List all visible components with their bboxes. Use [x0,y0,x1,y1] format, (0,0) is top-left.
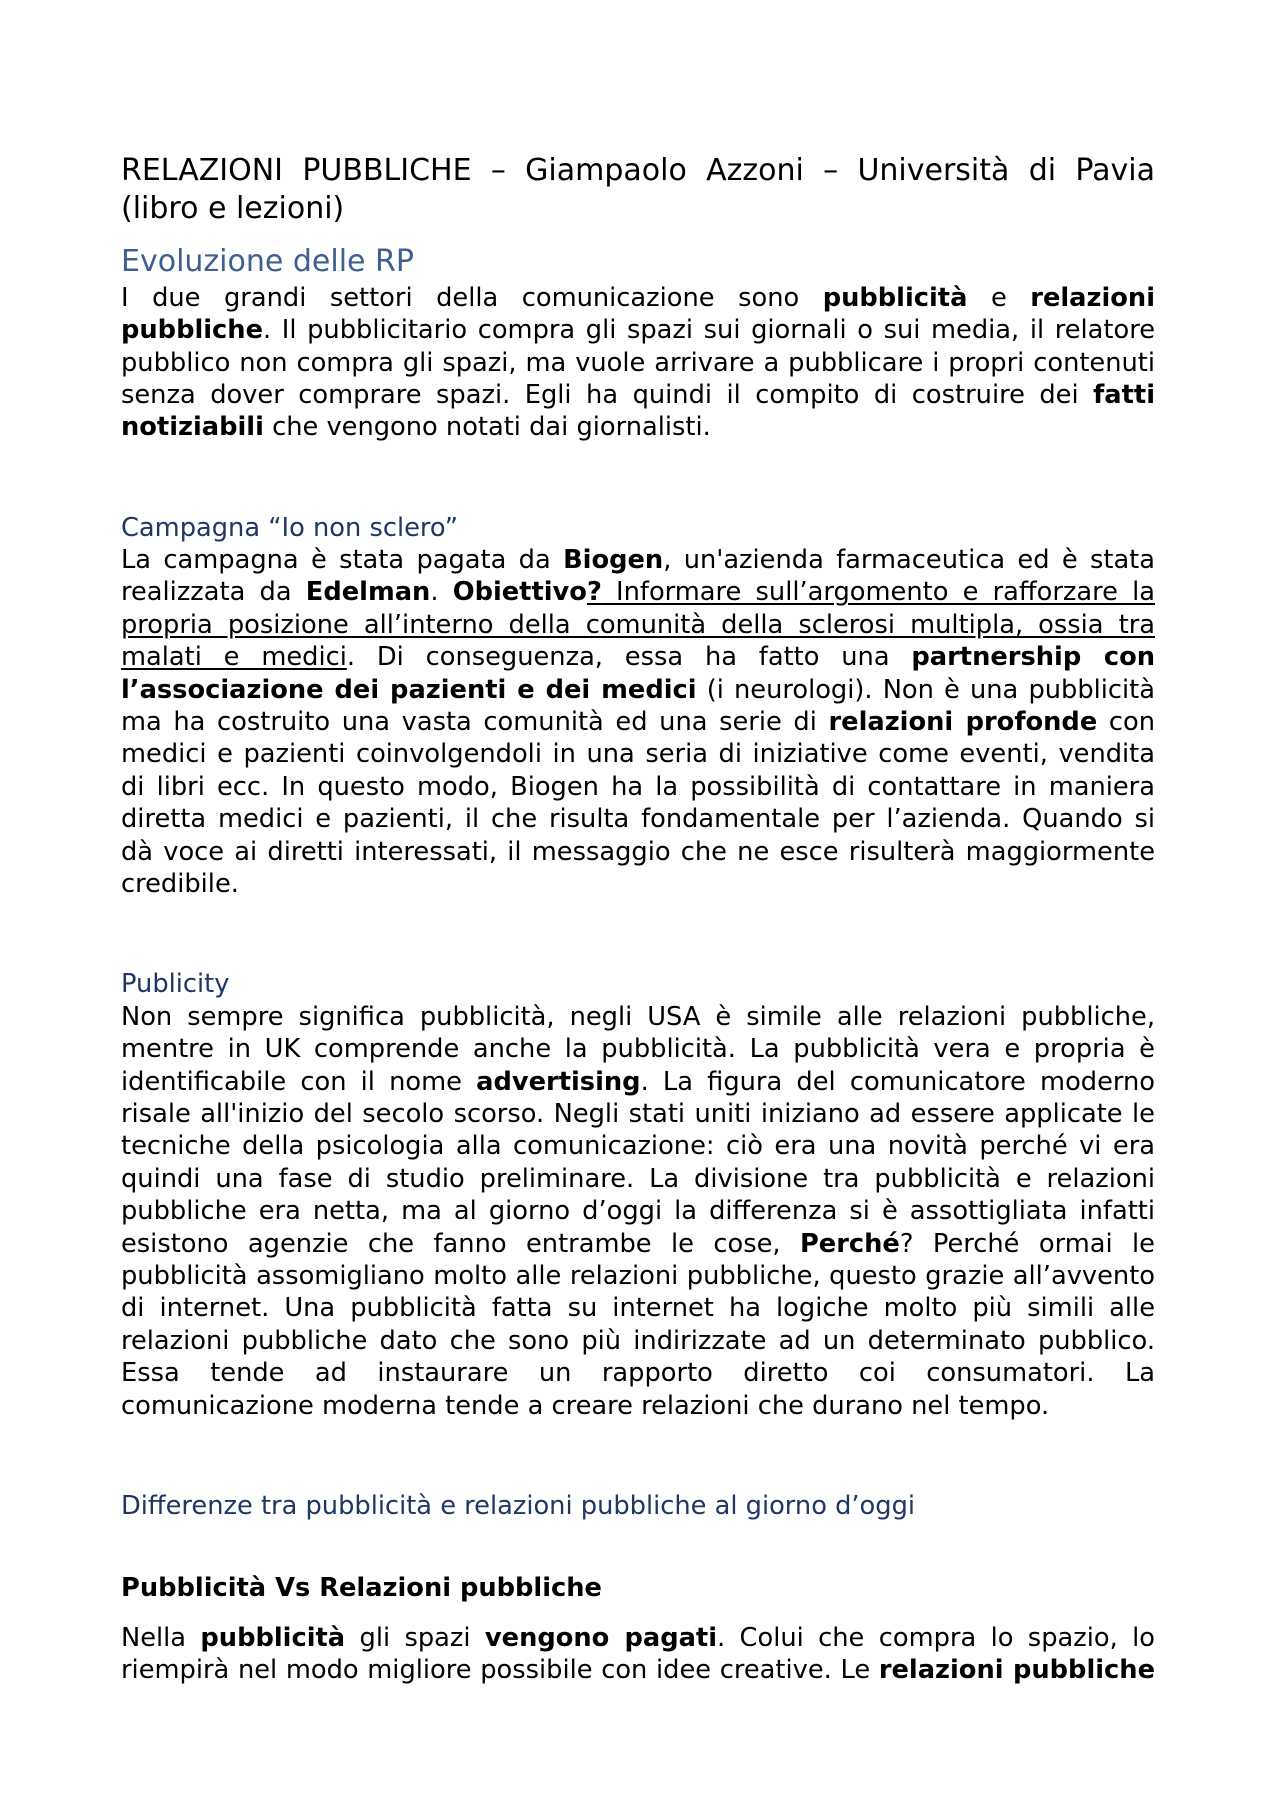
bold-text: advertising [476,1066,641,1097]
text-run: Non sempre significa pubblicità, negli USA è simile alle relazioni pubbliche, mentre in UK comprende anche la pubblicità. La pubblicità vera e propria è identificabile con il nome [121,1001,1155,1097]
subheading-pubblicita-vs-rp: Pubblicità Vs Relazioni pubbliche [121,1572,602,1603]
paragraph-publicity [121,1001,1155,1422]
bold-text: relazioni pubbliche [878,1655,1155,1686]
section-heading-campagna: Campagna “Io non sclero” [121,512,458,543]
text-run: La campagna è stata pagata da [121,545,564,576]
text-run: con medici e pazienti coinvolgendoli in una seria di iniziative come eventi, vendita di libri ecc. In questo modo, Biogen ha la possibilità di contattare in maniera diretta medici e pazienti, il che risulta fondamentale per l’azienda. Quando si dà voce ai diretti interessati, il messaggio che ne esce risulterà maggiormente credibile. [121,707,1155,900]
bold-text: partnership con l’associazione dei pazienti e dei medici [121,642,1156,705]
bold-text: pubblicità [200,1622,346,1653]
text-run: . Colui che compra lo spazio, lo riempirà nel modo migliore possibile con idee creative. Le [121,1622,1155,1686]
text-run: . La figura del comunicatore moderno risale all'inizio del secolo scorso. Negli stati uniti iniziano ad essere applicate le tecniche della psicologia alla comunicazione: ciò era una novità perché vi era quindi una fase di studio preliminare. La divisione tra pubblicità e relazioni pubbliche era netta, ma al giorno d’oggi la differenza si è assottigliata infatti esistono agenzie che fanno entrambe le cose, [121,1066,1155,1259]
text-run: . [430,577,453,608]
text-run: e [967,282,1031,313]
bold-text: relazioni pubbliche [121,282,1156,346]
text-run: ? Perché ormai le pubblicità assomigliano molto alle relazioni pubbliche, questo grazie all’avvento di internet. Una pubblicità fatta su internet ha logiche molto più simili alle relazioni pubbliche dato che sono più indirizzate ad un determinato pubblico. Essa tende ad instaurare un rapporto diretto coi consumatori. La comunicazione moderna tende a creare relazioni che durano nel tempo. [121,1228,1155,1421]
text-run: gli spazi [345,1622,485,1653]
bold-text: relazioni profonde [828,707,1098,738]
text-run: (i neurologi). Non è una pubblicità ma ha costruito una vasta comunità ed una serie di [121,674,1155,738]
document-content [121,152,1155,1687]
text-run: Nella [121,1622,201,1653]
bold-underlined-text: ? [586,577,602,608]
bold-text: Obiettivo [452,577,587,608]
text-run: che vengono notati dai giornalisti. [263,412,711,443]
bold-text: Biogen [563,545,664,576]
bold-text: vengono pagati [484,1622,718,1653]
section-heading-evoluzione: Evoluzione delle RP [121,244,414,279]
document-title: RELAZIONI PUBBLICHE – Giampaolo Azzoni – Università di Pavia (libro e lezioni) [121,153,1155,226]
text-run: I due grandi settori della comunicazione sono [121,282,823,313]
bold-text: Edelman [305,577,431,608]
section-heading-publicity: Publicity [121,969,230,1000]
bold-text: fatti notiziabili [121,380,1155,443]
paragraph-evoluzione [121,282,1155,444]
paragraph-campagna [121,544,1155,900]
bold-text: Perché [799,1228,900,1259]
paragraph-differenze [121,1622,1155,1687]
text-run: , un'azienda farmaceutica ed è stata realizzata da [121,545,1155,608]
underlined-text: Informare sull’argomento e rafforzare la propria posizione all’interno della comunità della sclerosi multipla, ossia tra malati e medici [121,577,1156,673]
text-run: . Il pubblicitario compra gli spazi sui giornali o sui media, il relatore pubblico non compra gli spazi, ma vuole arrivare a pubblicare i propri contenuti senza dover comprare spazi. Egli ha quindi il compito di costruire dei [121,315,1155,411]
section-heading-differenze: Differenze tra pubblicità e relazioni pubbliche al giorno d’oggi [121,1490,916,1521]
text-run: . Di conseguenza, essa ha fatto una [346,642,912,673]
bold-text: pubblicità [822,282,968,313]
